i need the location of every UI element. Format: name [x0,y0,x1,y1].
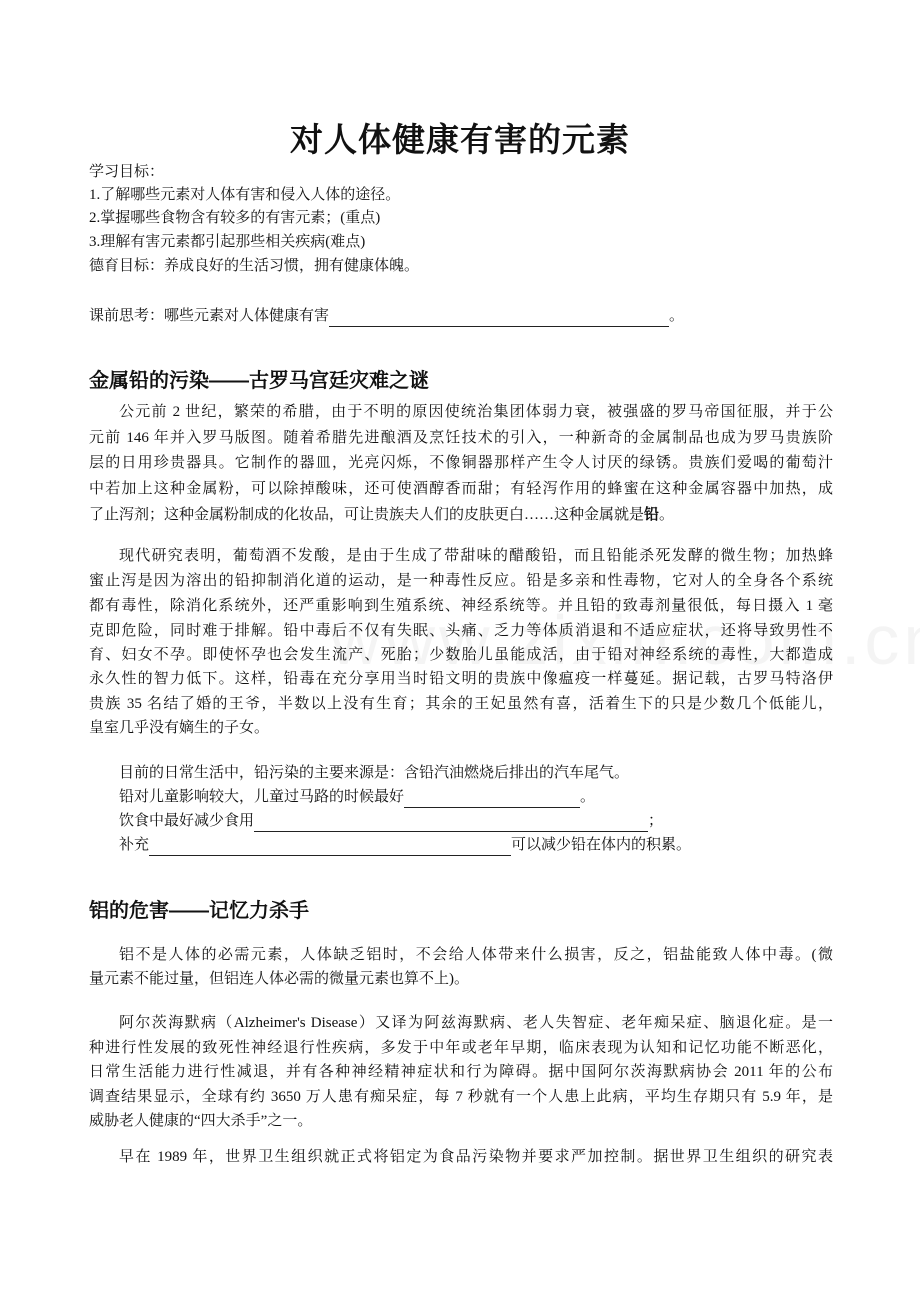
section1-heading: 金属铅的污染——古罗马宫廷灾难之谜 [89,370,429,392]
preview-suffix: 。 [669,308,685,324]
diet-answer-blank[interactable] [254,814,648,832]
text-line: 早在 1989 年，世界卫生组织就正式将铝定为食品污染物并要求严加控制。据世界卫生组织的研究表 [119,1149,833,1165]
text-line: 永久性的智力低下。这样，铅毒在充分享用当时铅文明的贵族中像瘟疫一样蔓延。据记载，古罗马特洛伊 [89,671,833,687]
question-prefix: 铅对儿童影响较大，儿童过马路的时候最好 [119,789,405,805]
question-suffix: ； [648,813,664,829]
preview-answer-blank[interactable] [329,309,669,327]
text-line: 贵族 35 名结了婚的王爷，半数以上没有生育；其余的王妃虽然有喜，活着生下的只是少数几个低能儿， [89,696,833,712]
objective-item: 2.掌握哪些食物含有较多的有害元素；(重点) [89,210,381,226]
lead-source: 目前的日常生活中，铅污染的主要来源是：含铅汽油燃烧后排出的汽车尾气。 [119,765,630,781]
question-prefix: 补充 [119,837,150,853]
text-line: 阿尔茨海默病（Alzheimer's Disease）又译为阿兹海默病、老人失智症、老年痴呆症、脑退化症。是一 [119,1015,833,1031]
text-line: 铝不是人体的必需元素，人体缺乏铝时，不会给人体带来什么损害，反之，铝盐能致人体中毒。(微 [119,947,833,963]
text-line: 皇室几乎没有嫡生的子女。 [89,720,270,736]
text-line: 层的日用珍贵器具。它制作的器皿，光亮闪烁，不像铜器那样产生令人讨厌的绿锈。贵族们爱喝的葡萄汁 [89,455,833,471]
objective-item: 3.理解有害元素都引起那些相关疾病(难点) [89,234,366,250]
question-prefix: 饮食中最好减少食用 [119,813,255,829]
text-line: 蜜止泻是因为溶出的铅抑制消化道的运动，是一种毒性反应。铅是多亲和性毒物，它对人的全身各个系统 [89,573,833,589]
text-line: 现代研究表明，葡萄酒不发酸，是由于生成了带甜味的醋酸铅，而且铅能杀死发酵的微生物；加热蜂 [119,548,833,564]
page-title: 对人体健康有害的元素 [290,121,630,158]
child-answer-blank[interactable] [404,790,580,808]
text-line: 育、妇女不孕。即使怀孕也会发生流产、死胎；少数胎儿虽能成活，由于铅对神经系统的毒性，大都造成 [89,647,833,663]
objectives-heading: 学习目标： [89,164,165,180]
text-span: 。 [659,507,675,523]
objective-item: 1.了解哪些元素对人体有害和侵入人体的途径。 [89,187,401,203]
text-line: 威胁老人健康的“四大杀手”之一。 [89,1113,313,1129]
text-line: 元前 146 年并入罗马版图。随着希腊先进酿酒及烹饪技术的引入，一种新奇的金属制品也成为罗马贵族阶 [89,430,833,446]
supplement-answer-blank[interactable] [149,838,511,856]
text-span: 了止泻剂；这种金属粉制成的化妆品，可让贵族夫人们的皮肤更白……这种金属就是 [89,507,645,523]
question-suffix: 。 [580,789,596,805]
text-line [89,504,833,526]
text-line: 日常生活能力进行性减退，并有各种神经精神症状和行为障碍。据中国阿尔茨海默病协会 2011 年的公布 [89,1064,833,1080]
section2-heading: 铝的危害——记忆力杀手 [89,900,309,922]
bold-keyword: 铅 [644,507,660,523]
supplement-question [119,834,833,856]
text-line: 公元前 2 世纪，繁荣的希腊，由于不明的原因使统治集团体弱力衰，被强盛的罗马帝国征服，并于公 [119,404,833,420]
preview-question [89,305,833,327]
text-line: 都有毒性，除消化系统外，还严重影响到生殖系统、神经系统等。并且铅的致毒剂量很低，每日摄入 1 毫 [89,598,833,614]
text-line: 量元素不能过量，但铝连人体必需的微量元素也算不上)。 [89,971,469,987]
preview-prefix: 课前思考：哪些元素对人体健康有害 [89,308,330,324]
text-line: 克即危险，同时难于排解。铅中毒后不仅有失眠、头痛、乏力等体质消退和不适应症状，还将导致男性不 [89,623,833,639]
question-suffix: 可以减少铅在体内的积累。 [511,837,692,853]
text-line: 中若加上这种金属粉，可以除掉酸味，还可使酒醇香而甜；有轻泻作用的蜂蜜在这种金属容器中加热，成 [89,481,833,497]
moral-objective: 德育目标：养成良好的生活习惯，拥有健康体魄。 [89,258,420,274]
diet-question [119,810,833,832]
text-line: 种进行性发展的致死性神经退行性疾病，多发于中年或老年早期，临床表现为认知和记忆功能不断恶化， [89,1040,833,1056]
child-question [119,786,833,808]
text-line: 调查结果显示，全球有约 3650 万人患有痴呆症，每 7 秒就有一个人患上此病，平均生存期只有 5.9 年，是 [89,1089,833,1105]
